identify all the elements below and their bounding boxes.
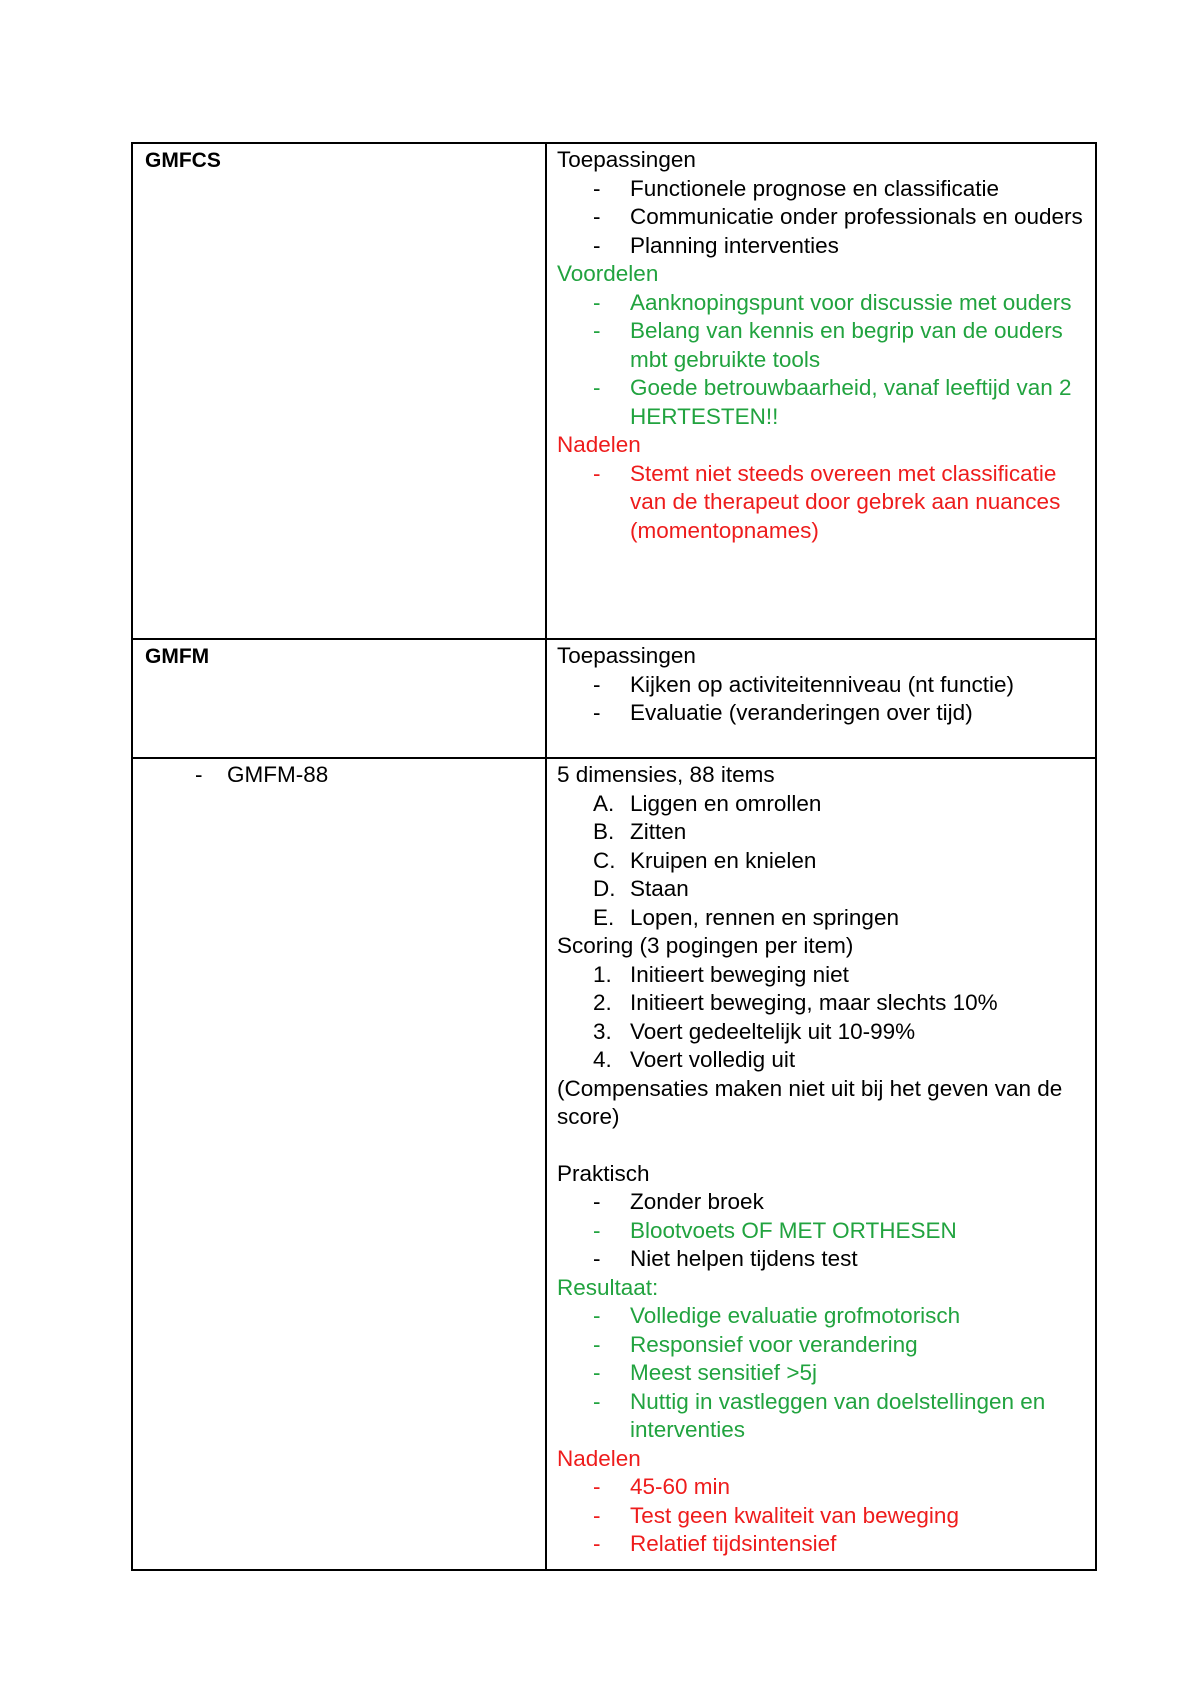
list-item-text: Planning interventies	[630, 232, 839, 258]
list-item-text: Meest sensitief >5j	[630, 1360, 817, 1385]
list-item-text: Voert gedeeltelijk uit 10-99%	[630, 1018, 916, 1044]
list-item-text: Responsief voor verandering	[630, 1331, 918, 1357]
row-content-cell	[546, 758, 1096, 1570]
section-title-voordelen: Voordelen	[557, 261, 659, 286]
row-label-gmfm: GMFM	[145, 645, 210, 668]
list-item-text: Zonder broek	[630, 1189, 764, 1214]
section-title-toepassingen: Toepassingen	[557, 643, 696, 668]
list-item	[557, 460, 1087, 546]
toepassingen-list	[557, 175, 1087, 261]
bullet-marker: -	[593, 1303, 601, 1328]
section-title-nadelen: Nadelen	[557, 1445, 641, 1471]
bullet-marker: -	[593, 460, 601, 486]
bullet-marker: -	[593, 1502, 601, 1528]
list-item	[557, 1217, 1087, 1246]
row-label-cell	[132, 143, 546, 639]
list-item	[557, 1245, 1087, 1274]
list-item-text: Nuttig in vastleggen van doelstellingen en interventies	[630, 1388, 1046, 1442]
list-item-text: Relatief tijdsintensief	[630, 1531, 837, 1556]
list-item-text: Functionele prognose en classificatie	[630, 175, 999, 201]
row-label-gmfcs: GMFCS	[145, 149, 221, 172]
list-item-text: Communicatie onder professionals en ouders	[630, 204, 1083, 229]
bullet-marker: -	[593, 1246, 601, 1271]
list-item-text: Zitten	[630, 819, 687, 844]
list-item-text: Belang van kennis en begrip van de ouders mbt gebruikte tools	[630, 318, 1063, 372]
row-content-cell	[546, 639, 1096, 758]
bullet-marker: -	[593, 232, 601, 258]
list-item-text: Voert volledig uit	[630, 1047, 796, 1072]
list-item	[557, 1188, 1087, 1217]
number-marker: 3.	[593, 1018, 612, 1044]
number-marker: 2.	[593, 990, 612, 1015]
list-item-text: Liggen en omrollen	[630, 790, 822, 816]
dimensies-list	[557, 790, 1087, 933]
list-item	[557, 1331, 1087, 1360]
bullet-marker: -	[593, 1360, 601, 1385]
bullet-marker: -	[593, 175, 601, 201]
list-item	[557, 1530, 1087, 1559]
list-item-text: 45-60 min	[630, 1474, 731, 1499]
list-item-text: Stemt niet steeds overeen met classificatie van de therapeut door gebrek aan nuances (momentopnames)	[630, 460, 1061, 543]
scoring-list	[557, 961, 1087, 1075]
list-item	[557, 317, 1087, 374]
table-row-gmfcs	[132, 143, 1096, 639]
list-item	[557, 1359, 1087, 1388]
letter-marker: C.	[593, 847, 616, 873]
table-row-gmfm	[132, 639, 1096, 758]
list-item-text: Kruipen en knielen	[630, 847, 817, 873]
list-item	[557, 203, 1087, 232]
number-marker: 1.	[593, 961, 612, 987]
list-item-text: Initieert beweging, maar slechts 10%	[630, 990, 998, 1015]
list-item	[557, 847, 1087, 876]
letter-marker: A.	[593, 790, 615, 816]
voordelen-list	[557, 289, 1087, 432]
list-item-text: Staan	[630, 876, 689, 901]
letter-marker: D.	[593, 876, 616, 901]
row-content-cell	[546, 143, 1096, 639]
list-item	[557, 175, 1087, 204]
list-item	[557, 671, 1087, 700]
letter-marker: E.	[593, 904, 615, 930]
list-item	[557, 904, 1087, 933]
list-item	[557, 790, 1087, 819]
bullet-marker: -	[593, 1388, 601, 1414]
row-label-gmfm88: GMFM-88	[227, 762, 329, 787]
bullet-marker: -	[593, 1531, 601, 1556]
list-item	[557, 374, 1087, 431]
list-item-text: Aanknopingspunt voor discussie met ouders	[630, 289, 1072, 315]
list-item	[557, 1388, 1087, 1445]
list-item	[557, 1502, 1087, 1531]
list-item	[557, 699, 1087, 728]
bullet-marker: -	[593, 375, 601, 400]
list-item-text: Volledige evaluatie grofmotorisch	[630, 1303, 961, 1328]
row-label-list-item	[145, 761, 535, 790]
bullet-marker: -	[195, 762, 203, 787]
nadelen-list	[557, 1473, 1087, 1559]
section-title-dimensies: 5 dimensies, 88 items	[557, 762, 775, 787]
spacer	[557, 1132, 1087, 1160]
list-item	[557, 961, 1087, 990]
list-item	[557, 232, 1087, 261]
list-item-text: Evaluatie (veranderingen over tijd)	[630, 700, 973, 725]
section-title-resultaat: Resultaat:	[557, 1274, 659, 1300]
section-title-toepassingen: Toepassingen	[557, 147, 696, 172]
bullet-marker: -	[593, 1474, 601, 1499]
number-marker: 4.	[593, 1047, 612, 1072]
list-item-text: Test geen kwaliteit van beweging	[630, 1502, 959, 1528]
list-item-text: Goede betrouwbaarheid, vanaf leeftijd van 2 HERTESTEN!!	[630, 375, 1072, 429]
bullet-marker: -	[593, 318, 601, 343]
resultaat-list	[557, 1302, 1087, 1445]
section-title-scoring: Scoring (3 pogingen per item)	[557, 933, 854, 958]
bullet-marker: -	[593, 1217, 601, 1243]
row-label-cell	[132, 639, 546, 758]
bullet-marker: -	[593, 289, 601, 315]
list-item-text: Lopen, rennen en springen	[630, 904, 899, 930]
list-item-text: Blootvoets OF MET ORTHESEN	[630, 1217, 957, 1243]
comparison-table	[131, 142, 1097, 1571]
bullet-marker: -	[593, 204, 601, 229]
compensation-note: (Compensaties maken niet uit bij het geven van de score)	[557, 1075, 1063, 1129]
bullet-marker: -	[593, 671, 601, 697]
list-item	[557, 1046, 1087, 1075]
list-item-text: Niet helpen tijdens test	[630, 1246, 858, 1271]
section-title-praktisch: Praktisch	[557, 1160, 650, 1186]
list-item-text: Kijken op activiteitenniveau (nt functie)	[630, 671, 1014, 697]
list-item	[557, 875, 1087, 904]
list-item	[557, 818, 1087, 847]
list-item	[557, 1302, 1087, 1331]
list-item	[557, 989, 1087, 1018]
row-label-cell	[132, 758, 546, 1570]
list-item-text: Initieert beweging niet	[630, 961, 849, 987]
toepassingen-list	[557, 671, 1087, 728]
list-item	[557, 1018, 1087, 1047]
letter-marker: B.	[593, 819, 615, 844]
section-title-nadelen: Nadelen	[557, 432, 641, 457]
bullet-marker: -	[593, 700, 601, 725]
bullet-marker: -	[593, 1189, 601, 1214]
nadelen-list	[557, 460, 1087, 546]
list-item	[557, 289, 1087, 318]
praktisch-list	[557, 1188, 1087, 1274]
bullet-marker: -	[593, 1331, 601, 1357]
table-row-gmfm88	[132, 758, 1096, 1570]
list-item	[557, 1473, 1087, 1502]
